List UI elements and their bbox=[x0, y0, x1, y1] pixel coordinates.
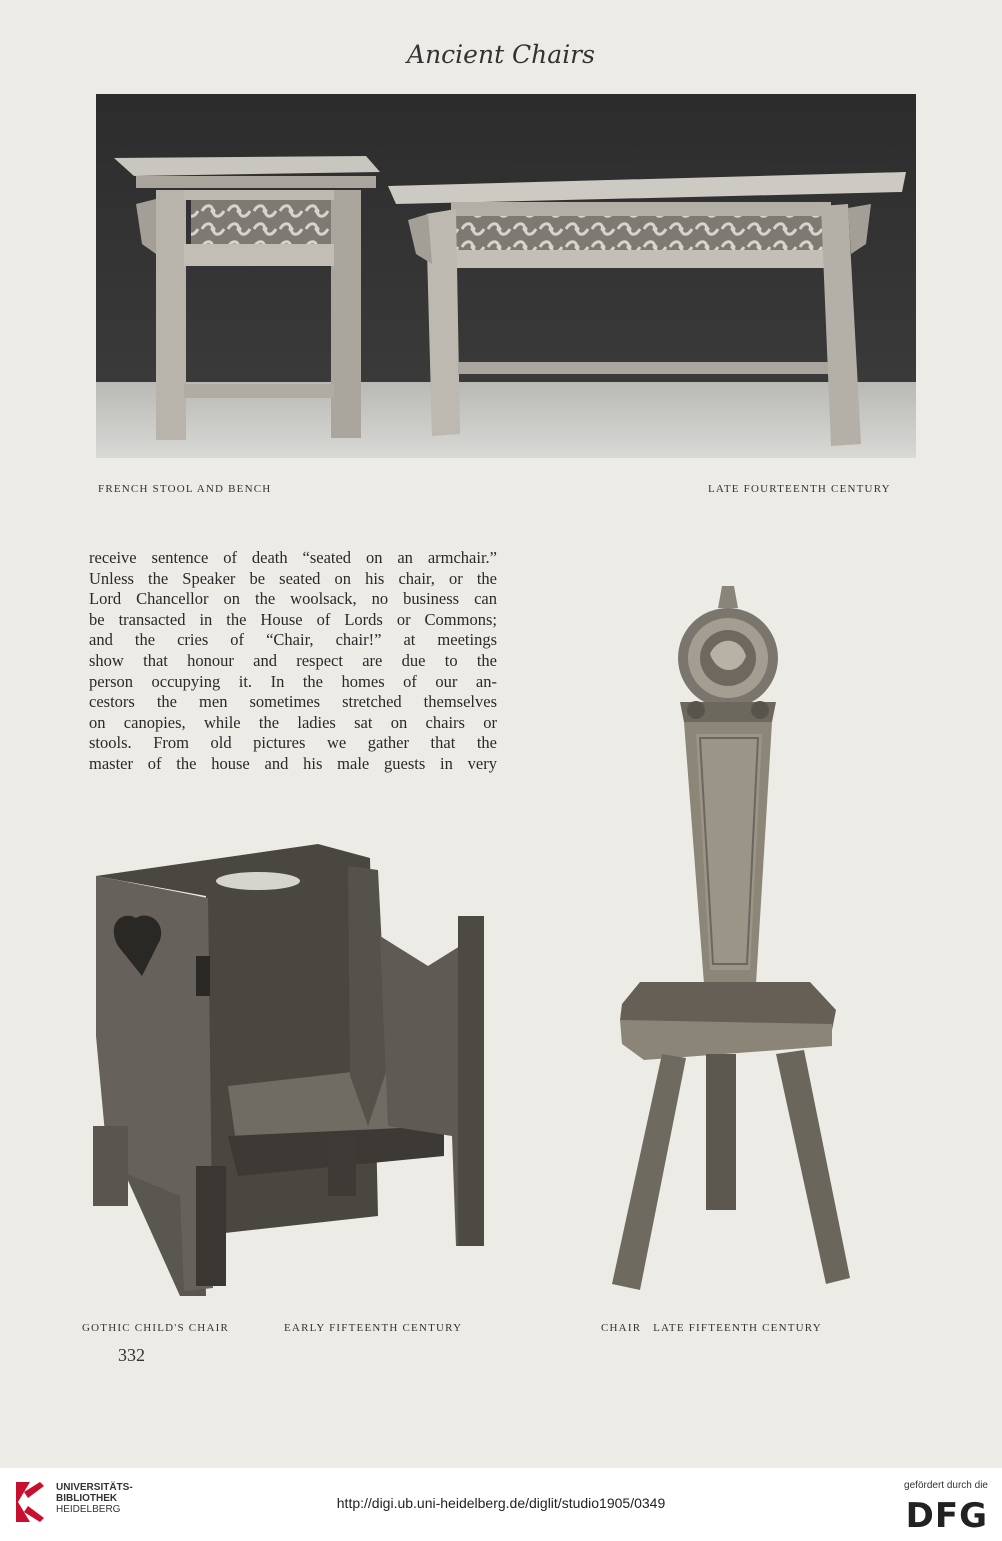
text-line: Lord Chancellor on the woolsack, no business can bbox=[89, 589, 497, 609]
library-name-line: BIBLIOTHEK bbox=[56, 1493, 118, 1504]
footer-bar bbox=[0, 1468, 1002, 1541]
text-line: be transacted in the House of Lords or Commons; bbox=[89, 609, 497, 629]
text-line: cestors the men sometimes stretched themselves bbox=[89, 692, 497, 712]
page-title: Ancient Chairs bbox=[407, 40, 595, 69]
photo-gothic-childs-chair bbox=[88, 836, 490, 1296]
dfg-logo: DFG bbox=[905, 1496, 988, 1536]
body-text bbox=[89, 548, 497, 775]
document-url-link[interactable]: http://digi.ub.uni-heidelberg.de/diglit/studio1905/0349 bbox=[336, 1495, 666, 1511]
page-number: 332 bbox=[118, 1345, 145, 1365]
funded-by-label: gefördert durch die bbox=[904, 1480, 988, 1491]
library-name-line: UNIVERSITÄTS- bbox=[56, 1482, 133, 1493]
caption-bottom-middle: EARLY FIFTEENTH CENTURY bbox=[284, 1322, 463, 1334]
text-line: receive sentence of death “seated on an armchair.” bbox=[89, 548, 497, 567]
text-line: on canopies, while the ladies sat on chairs or bbox=[89, 712, 497, 732]
caption-bottom-right: CHAIR LATE FIFTEENTH CENTURY bbox=[601, 1322, 822, 1334]
caption-bottom-left: GOTHIC CHILD'S CHAIR bbox=[82, 1322, 229, 1334]
caption-top-left: FRENCH STOOL AND BENCH bbox=[98, 483, 272, 495]
caption-top-right: LATE FOURTEENTH CENTURY bbox=[708, 483, 891, 495]
text-line: and the cries of “Chair, chair!” at meetings bbox=[89, 630, 497, 650]
text-line: Unless the Speaker be seated on his chair, or the bbox=[89, 568, 497, 588]
text-line: person occupying it. In the homes of our an- bbox=[89, 671, 497, 691]
library-name-line: HEIDELBERG bbox=[56, 1504, 121, 1515]
photo-late-fifteenth-century-chair bbox=[600, 584, 856, 1296]
text-line: stools. From old pictures we gather that the bbox=[89, 733, 497, 753]
photo-stool-and-bench bbox=[96, 94, 916, 458]
text-line: master of the house and his male guests in very bbox=[89, 753, 497, 773]
text-line: show that honour and respect are due to the bbox=[89, 650, 497, 670]
